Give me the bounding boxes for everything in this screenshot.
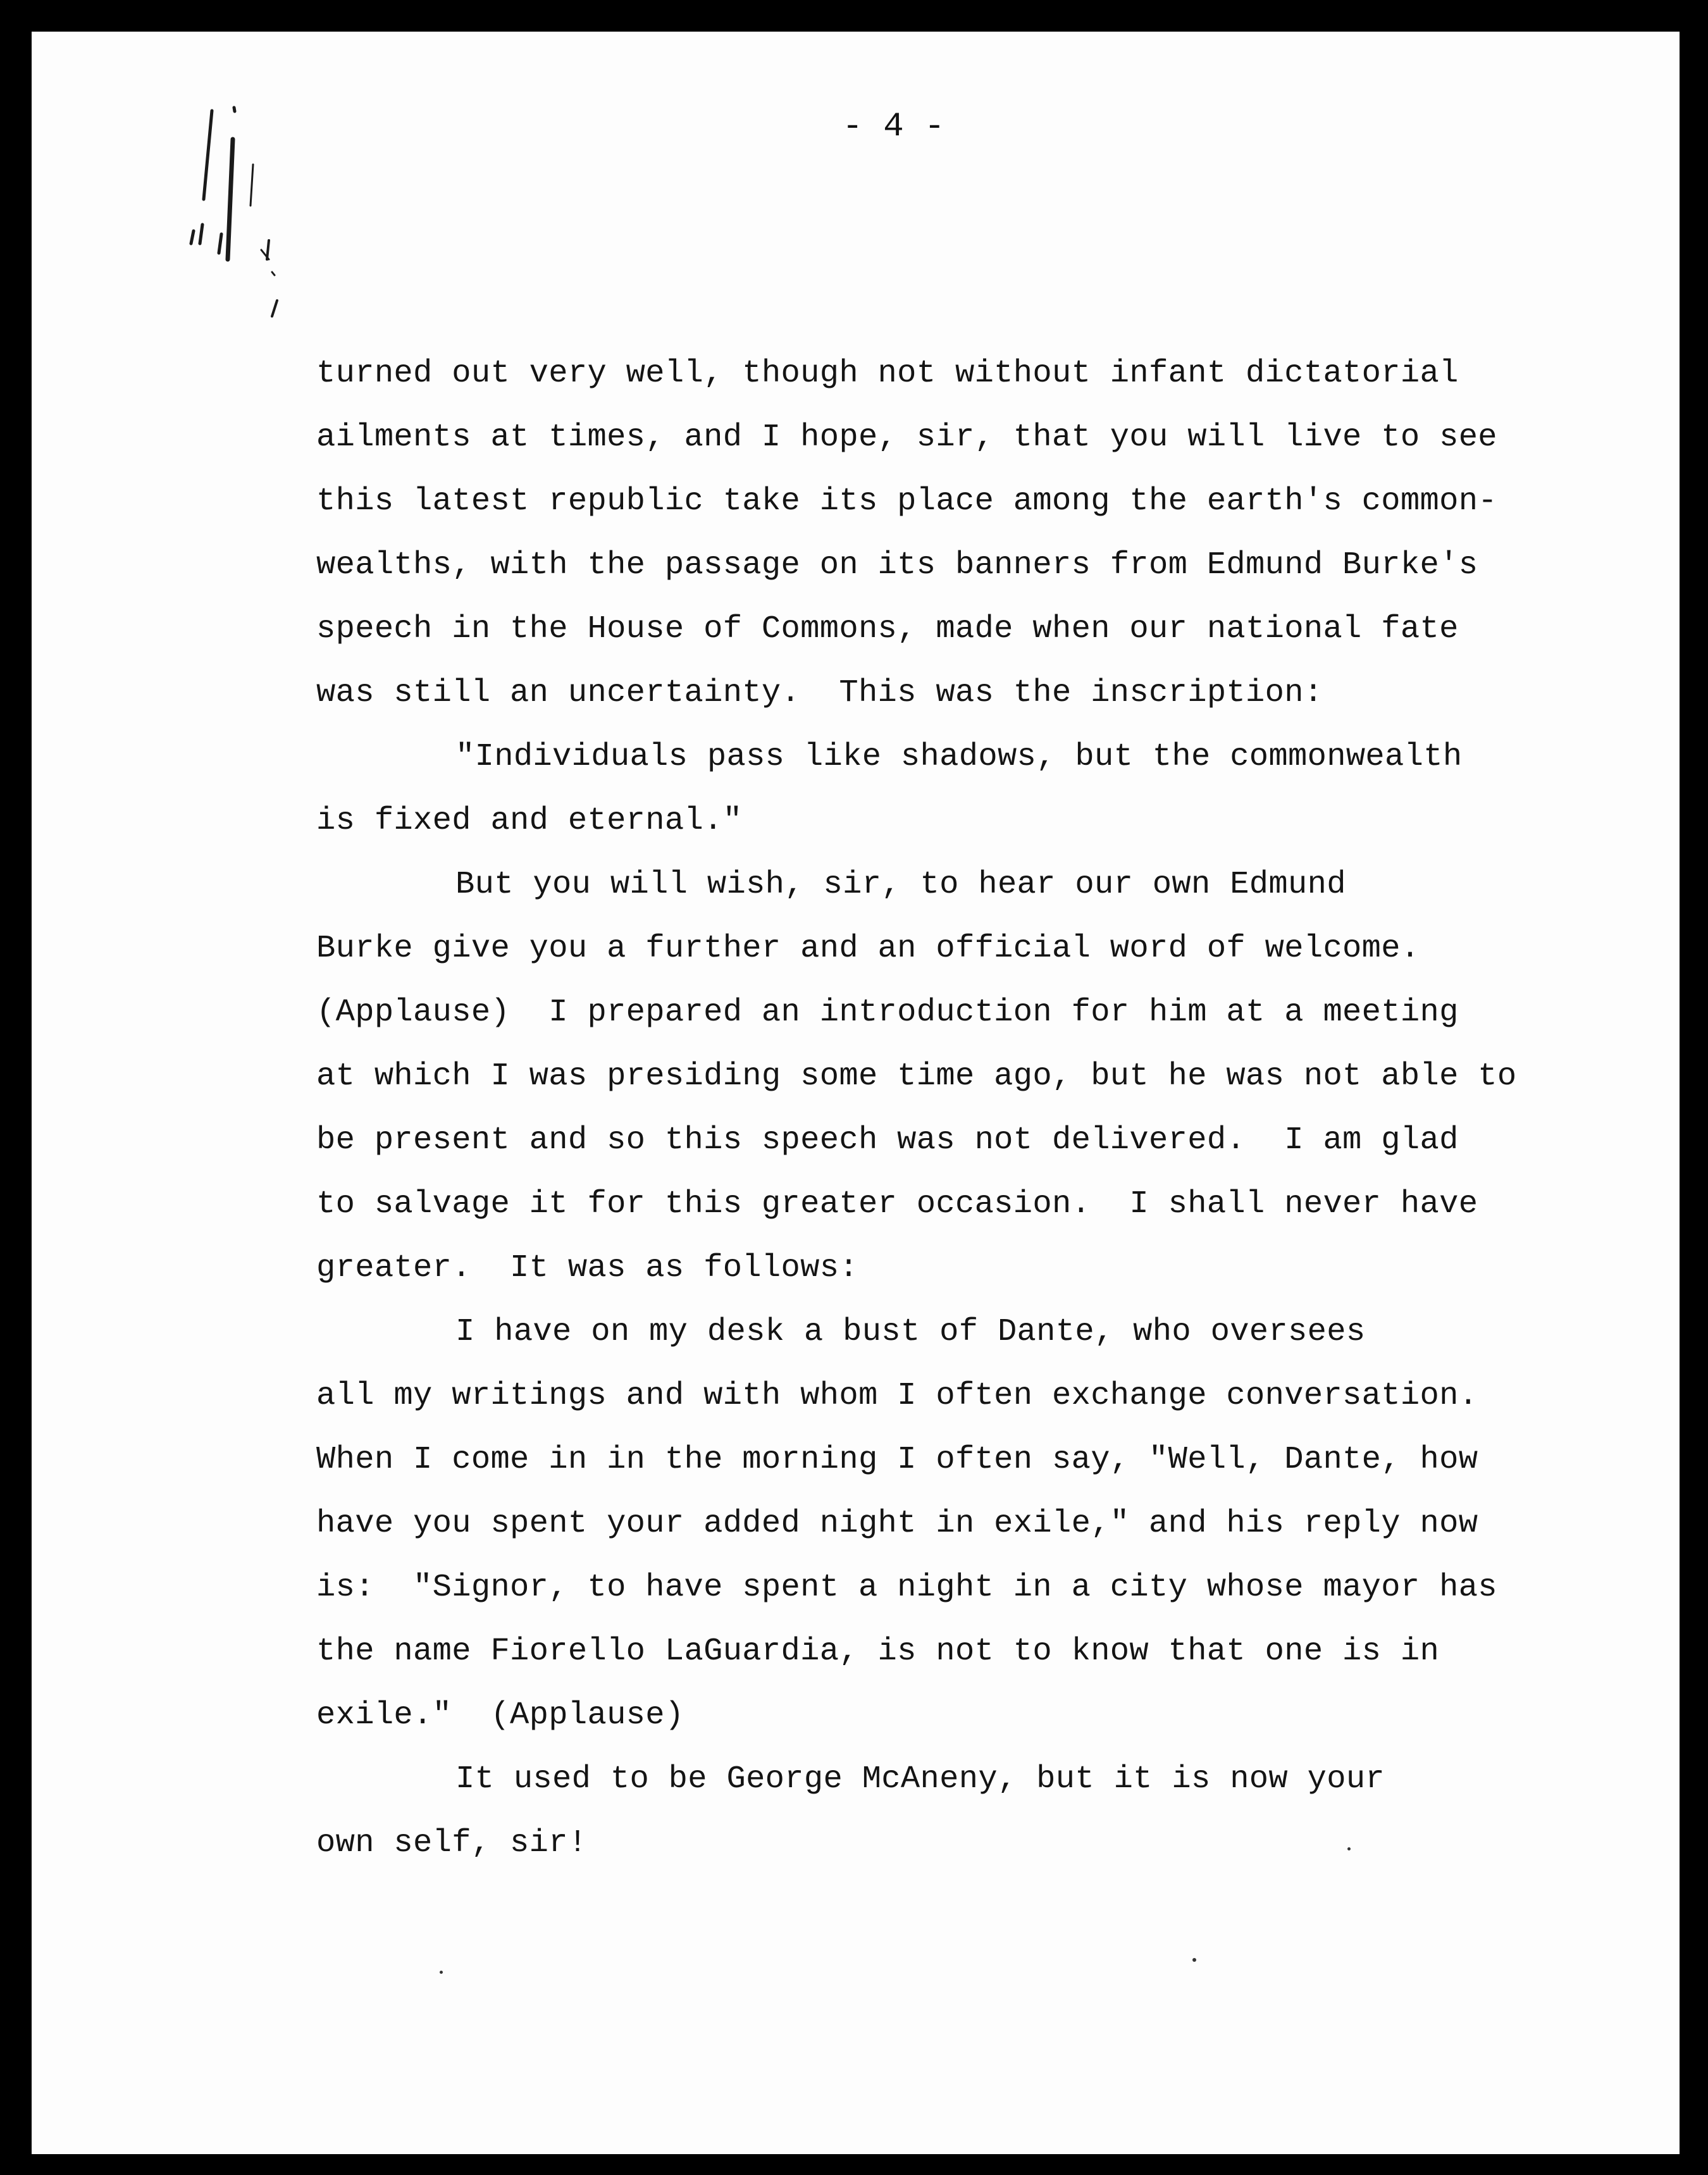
text-line: (Applause) I prepared an introduction for him at a meeting <box>316 995 1459 1031</box>
text-line: exile." (Applause) <box>316 1697 684 1733</box>
ink-speck <box>1347 1847 1351 1850</box>
text-line: turned out very well, though not without infant dictatorial <box>316 356 1459 392</box>
text-line: Burke give you a further and an official word of welcome. <box>316 931 1420 967</box>
page-number: - 4 - <box>842 108 945 146</box>
text-line: I have on my desk a bust of Dante, who oversees <box>455 1314 1366 1350</box>
text-line: be present and so this speech was not delivered. I am glad <box>316 1122 1459 1158</box>
text-line: speech in the House of Commons, made when our national fate <box>316 611 1459 647</box>
text-line: all my writings and with whom I often exchange conversation. <box>316 1378 1478 1414</box>
text-line: own self, sir! <box>316 1825 588 1861</box>
text-line: wealths, with the passage on its banners from Edmund Burke's <box>316 547 1478 583</box>
text-line: this latest republic take its place among the earth's common- <box>316 483 1497 519</box>
ink-speck <box>440 1971 443 1974</box>
text-line: "Individuals pass like shadows, but the commonwealth <box>455 739 1463 775</box>
text-line: was still an uncertainty. This was the inscription: <box>316 675 1323 711</box>
text-line: greater. It was as follows: <box>316 1250 858 1286</box>
text-line: to salvage it for this greater occasion. I shall never have <box>316 1186 1478 1222</box>
typed-body-text <box>316 342 1581 1875</box>
text-line: But you will wish, sir, to hear our own Edmund <box>455 867 1346 903</box>
text-line: It used to be George McAneny, but it is now your <box>455 1761 1385 1797</box>
text-line: have you spent your added night in exile," and his reply now <box>316 1506 1478 1542</box>
text-line: is fixed and eternal." <box>316 803 743 839</box>
text-line: at which I was presiding some time ago, but he was not able to <box>316 1058 1517 1094</box>
ink-speck <box>1192 1958 1196 1962</box>
document-page <box>32 32 1680 2154</box>
text-line: is: "Signor, to have spent a night in a city whose mayor has <box>316 1570 1497 1606</box>
text-line: When I come in in the morning I often say, "Well, Dante, how <box>316 1442 1478 1478</box>
text-line: the name Fiorello LaGuardia, is not to know that one is in <box>316 1633 1440 1670</box>
text-line: ailments at times, and I hope, sir, that you will live to see <box>316 419 1497 455</box>
